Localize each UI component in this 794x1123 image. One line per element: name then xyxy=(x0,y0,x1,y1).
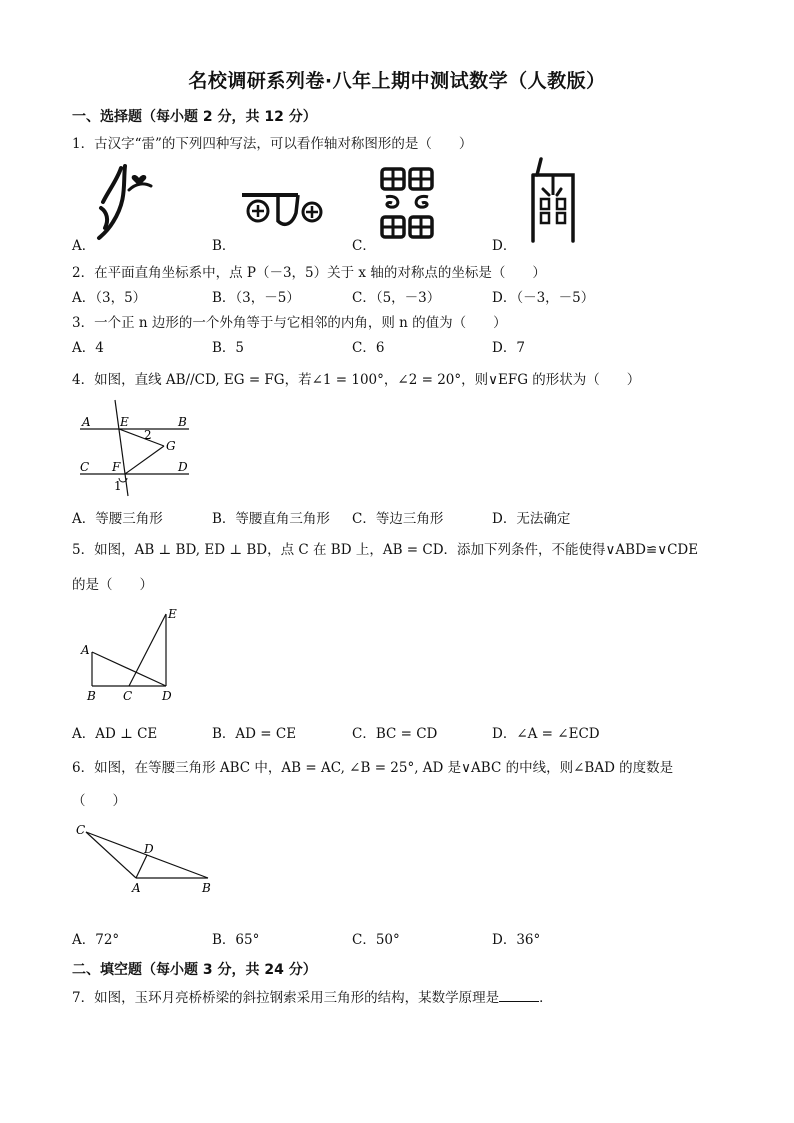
q4-label-c: C xyxy=(80,460,90,474)
q4-figure xyxy=(72,398,197,498)
question-7-stem: 7．如图，玉环月亮桥桥梁的斜拉钢索采用三角形的结构，某数学原理是 xyxy=(72,990,500,1006)
question-6-stem: 6．如图，在等腰三角形 ABC 中，AB = AC, ∠B = 25°, AD 是∨ABC 的中线，则∠BAD 的度数是 xyxy=(72,760,674,776)
q4-label-d: D xyxy=(178,460,188,474)
q4-label-angle-1: 1 xyxy=(114,479,122,493)
q5-label-a: A xyxy=(81,643,90,657)
question-5-stem-cont: 的是（ ） xyxy=(72,577,153,593)
question-7-tail: ． xyxy=(539,990,553,1006)
q7-answer-blank[interactable] xyxy=(499,989,539,1002)
q6-figure xyxy=(74,822,214,897)
q1-option-c[interactable]: C． xyxy=(352,238,376,254)
q4-label-e: E xyxy=(120,415,129,429)
q4-label-angle-2: 2 xyxy=(144,428,152,442)
q2-option-b[interactable]: B．（3，－5） xyxy=(212,290,300,306)
q5-label-e: E xyxy=(168,607,177,621)
question-1-stem: 1．古汉字“雷”的下列四种写法，可以看作轴对称图形的是（ ） xyxy=(72,136,473,152)
question-5-stem: 5．如图，AB ⊥ BD, ED ⊥ BD，点 C 在 BD 上，AB = CD．添加下列条件，不能使得∨ABD≌∨CDE xyxy=(72,542,699,558)
q4-label-b: B xyxy=(178,415,187,429)
q4-label-a: A xyxy=(82,415,91,429)
q3-option-b[interactable]: B．5 xyxy=(212,340,245,356)
section-heading-fill-blank: 二、填空题（每小题 3 分，共 24 分） xyxy=(72,962,317,978)
q6-label-c: C xyxy=(76,823,86,837)
question-4-stem: 4．如图，直线 AB//CD, EG = FG，若∠1 = 100°，∠2 = 20°，则∨EFG 的形状为（ ） xyxy=(72,372,641,388)
q5-option-a[interactable]: A．AD ⊥ CE xyxy=(72,726,158,742)
q6-label-d: D xyxy=(144,842,154,856)
section-heading-choice: 一、选择题（每小题 2 分，共 12 分） xyxy=(72,109,317,125)
q5-option-d[interactable]: D．∠A = ∠ECD xyxy=(492,726,600,742)
q6-label-b: B xyxy=(202,881,211,895)
q5-label-d: D xyxy=(162,689,172,703)
q3-option-a[interactable]: A．4 xyxy=(72,340,104,356)
q5-figure xyxy=(78,604,188,704)
q5-label-c: C xyxy=(123,689,133,703)
question-3-stem: 3．一个正 n 边形的一个外角等于与它相邻的内角，则 n 的值为（ ） xyxy=(72,315,507,331)
q6-option-d[interactable]: D．36° xyxy=(492,932,541,948)
question-2-stem: 2．在平面直角坐标系中，点 P（－3，5）关于 x 轴的对称点的坐标是（ ） xyxy=(72,265,546,281)
q6-option-a[interactable]: A．72° xyxy=(72,932,120,948)
q1-option-c-glyph xyxy=(378,165,438,245)
q3-option-d[interactable]: D．7 xyxy=(492,340,525,356)
page-title: 名校调研系列卷·八年上期中测试数学（人教版） xyxy=(188,70,606,92)
q5-option-b[interactable]: B．AD = CE xyxy=(212,726,297,742)
q4-option-d[interactable]: D．无法确定 xyxy=(492,511,571,527)
q6-option-c[interactable]: C．50° xyxy=(352,932,400,948)
q4-option-c[interactable]: C．等边三角形 xyxy=(352,511,444,527)
q1-option-b-glyph xyxy=(238,185,323,230)
q6-option-b[interactable]: B．65° xyxy=(212,932,260,948)
q5-label-b: B xyxy=(87,689,96,703)
q4-label-f: F xyxy=(112,460,121,474)
q3-option-c[interactable]: C．6 xyxy=(352,340,385,356)
q1-option-a[interactable]: A． xyxy=(72,238,96,254)
q2-option-d[interactable]: D．（－3，－5） xyxy=(492,290,595,306)
question-6-stem-cont: （ ） xyxy=(72,793,126,809)
q1-option-a-glyph xyxy=(95,160,155,245)
q1-option-d-glyph xyxy=(525,155,585,245)
q1-option-d[interactable]: D． xyxy=(492,238,517,254)
q4-label-g: G xyxy=(166,439,176,453)
q2-option-a[interactable]: A．（3，5） xyxy=(72,290,147,306)
q6-label-a: A xyxy=(132,881,141,895)
q2-option-c[interactable]: C．（5，－3） xyxy=(352,290,441,306)
q4-option-b[interactable]: B．等腰直角三角形 xyxy=(212,511,330,527)
q5-option-c[interactable]: C．BC = CD xyxy=(352,726,438,742)
question-7-row xyxy=(72,986,553,1006)
q1-option-b[interactable]: B． xyxy=(212,238,236,254)
q4-option-a[interactable]: A．等腰三角形 xyxy=(72,511,163,527)
